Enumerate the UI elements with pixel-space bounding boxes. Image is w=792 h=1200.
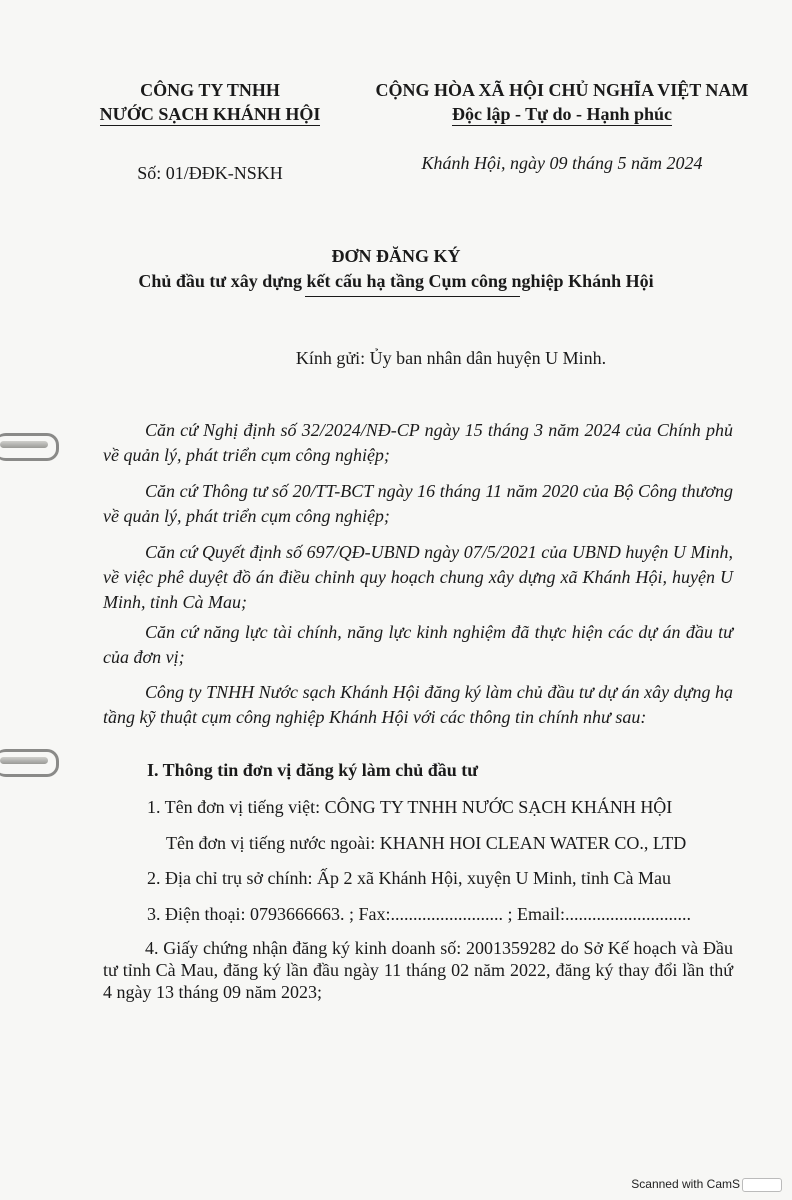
scanner-logo-icon (742, 1178, 782, 1192)
registration-statement: Công ty TNHH Nước sạch Khánh Hội đăng ký làm chủ đầu tư dự án xây dựng hạ tầng kỹ thuật cụm công nghiệp Khánh Hội với các thông tin chính như sau: (103, 682, 733, 727)
basis-paragraph-4: Căn cứ năng lực tài chính, năng lực kinh nghiệm đã thực hiện các dự án đầu tư của đơn vị; (103, 622, 733, 667)
document-number: Số: 01/ĐĐK-NSKH (137, 163, 283, 183)
scanner-watermark (631, 1177, 782, 1192)
basis-paragraph-3: Căn cứ Quyết định số 697/QĐ-UBND ngày 07/5/2021 của UBND huyện U Minh, về việc phê duyệt đồ án điều chỉnh quy hoạch chung xây dựng xã Khánh Hội, huyện U Minh, tỉnh Cà Mau; (103, 542, 733, 612)
company-contact: 3. Điện thoại: 0793666663. ; Fax:......................... ; Email:............................ (147, 904, 691, 924)
basis-paragraph-1: Căn cứ Nghị định số 32/2024/NĐ-CP ngày 15 tháng 3 năm 2024 của Chính phủ về quản lý, phát triển cụm công nghiệp; (103, 420, 733, 465)
place-date: Khánh Hội, ngày 09 tháng 5 năm 2024 (421, 153, 703, 173)
company-header (60, 78, 360, 126)
basis-paragraph-2: Căn cứ Thông tư số 20/TT-BCT ngày 16 tháng 11 năm 2020 của Bộ Công thương về quản lý, phát triển cụm công nghiệp; (103, 481, 733, 526)
national-header (352, 78, 772, 126)
company-name-foreign: Tên đơn vị tiếng nước ngoài: KHANH HOI CLEAN WATER CO., LTD (166, 833, 687, 853)
company-name-vi: 1. Tên đơn vị tiếng việt: CÔNG TY TNHH NƯỚC SẠCH KHÁNH HỘI (147, 797, 673, 817)
business-license: 4. Giấy chứng nhận đăng ký kinh doanh số: 2001359282 do Sở Kế hoạch và Đầu tư tỉnh Cà Mau, đăng ký lần đầu ngày 11 tháng 02 năm 2022, đăng ký thay đổi lần thứ 4 ngày 13 tháng 09 năm 2023; (103, 938, 733, 1002)
recipient-line: Kính gửi: Ủy ban nhân dân huyện U Minh. (295, 348, 607, 368)
document-subtitle: Chủ đầu tư xây dựng kết cấu hạ tầng Cụm công nghiệp Khánh Hội (138, 271, 654, 291)
company-address: 2. Địa chỉ trụ sở chính: Ấp 2 xã Khánh Hội, xuyện U Minh, tỉnh Cà Mau (147, 868, 671, 888)
binder-ring-bottom-bar (0, 757, 48, 764)
national-title: CỘNG HÒA XÃ HỘI CHỦ NGHĨA VIỆT NAM (375, 80, 749, 100)
document-title: ĐƠN ĐĂNG KÝ (331, 246, 461, 266)
subtitle-underline (305, 296, 520, 297)
binder-ring-top-bar (0, 441, 48, 448)
section-heading: I. Thông tin đơn vị đăng ký làm chủ đầu tư (147, 760, 479, 780)
company-name-line2: NƯỚC SẠCH KHÁNH HỘI (99, 104, 321, 124)
national-motto: Độc lập - Tự do - Hạnh phúc (451, 104, 673, 124)
company-name-line1: CÔNG TY TNHH (140, 80, 280, 100)
scanner-text: Scanned with CamS (631, 1177, 740, 1192)
